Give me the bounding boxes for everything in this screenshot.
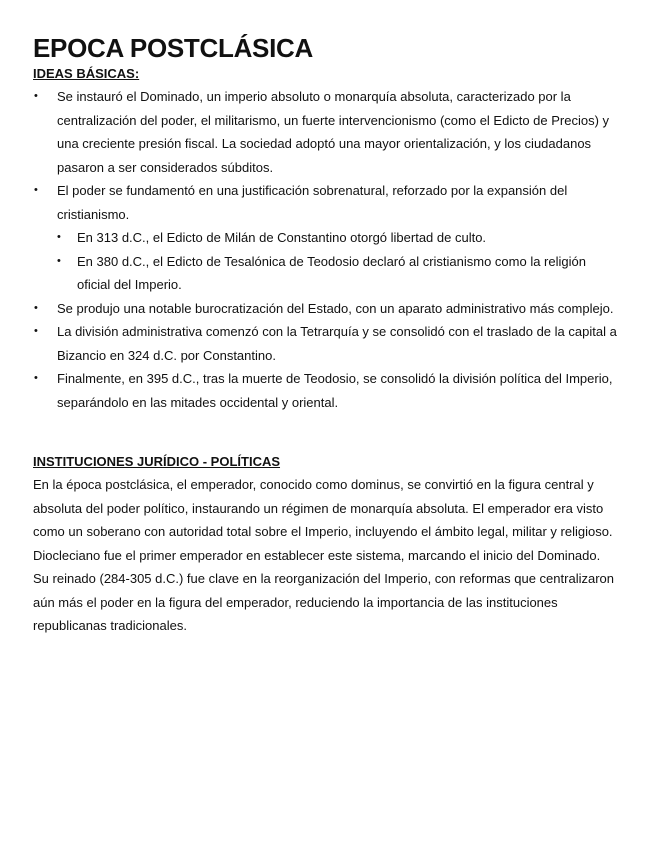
list-item [33, 179, 618, 226]
list-item-text: Se instauró el Dominado, un imperio absoluto o monarquía absoluta, caracterizado por la centralización del poder, el militarismo, un fuerte intervencionismo (como el Edicto de Precios) y una creciente presión fiscal. La sociedad adoptó una mayor orientalización, y los ciudadanos pasaron a ser considerados súbditos. [57, 89, 610, 175]
sub-list-item-text: En 380 d.C., el Edicto de Tesalónica de Teodosio declaró al cristianismo como la religión oficial del Imperio. [77, 253, 586, 292]
list-item [33, 367, 618, 414]
bullet-icon: • [34, 301, 38, 314]
list-item [33, 85, 618, 179]
list-item-text: Finalmente, en 395 d.C., tras la muerte de Teodosio, se consolidó la división política del Imperio, separándolo en las mitades occidental y oriental. [57, 371, 613, 410]
bullet-icon: • [34, 372, 38, 384]
sub-list-item [33, 226, 618, 250]
bullet-icon: • [34, 325, 38, 337]
list-item-text: Se produjo una notable burocratización del Estado, con un aparato administrativo más complejo. [57, 300, 614, 316]
bullet-icon: • [34, 184, 38, 196]
paragraph: En la época postclásica, el emperador, conocido como dominus, se convirtió en la figura central y absoluta del poder político, instaurando un régimen de monarquía absoluta. El emperador era visto como un soberano con autoridad total sobre el Imperio, incluyendo el ámbito legal, militar y religioso. [33, 477, 613, 539]
instituciones-heading: INSTITUCIONES JURÍDICO - POLÍTICAS [33, 454, 281, 469]
sub-list-item-text: En 313 d.C., el Edicto de Milán de Constantino otorgó libertad de culto. [77, 230, 487, 245]
paragraph: Diocleciano fue el primer emperador en establecer este sistema, marcando el inicio del Dominado. Su reinado (284-305 d.C.) fue clave en la reorganización del Imperio, con reformas que centralizaron aún más el poder en la figura del emperador, reduciendo la importancia de las instituciones republicanas tradicionales. [33, 547, 614, 633]
sub-list-container [33, 226, 618, 297]
list-item [33, 320, 618, 367]
bullet-icon: • [57, 231, 61, 243]
ideas-heading: IDEAS BÁSICAS: [33, 66, 140, 81]
bullet-icon: • [34, 90, 38, 102]
document-page [33, 32, 618, 638]
page-title: EPOCA POSTCLÁSICA [33, 33, 313, 63]
sub-list-item [33, 250, 618, 297]
section-spacer [33, 414, 618, 454]
list-item-text: El poder se fundamentó en una justificación sobrenatural, reforzado por la expansión del cristianismo. [57, 183, 568, 222]
bullet-icon: • [57, 254, 61, 267]
ideas-list [33, 85, 618, 414]
list-item [33, 297, 618, 321]
sub-ideas-list [33, 226, 618, 297]
list-item-text: La división administrativa comenzó con la Tetrarquía y se consolidó con el traslado de la capital a Bizancio en 324 d.C. por Constantino. [57, 324, 617, 363]
